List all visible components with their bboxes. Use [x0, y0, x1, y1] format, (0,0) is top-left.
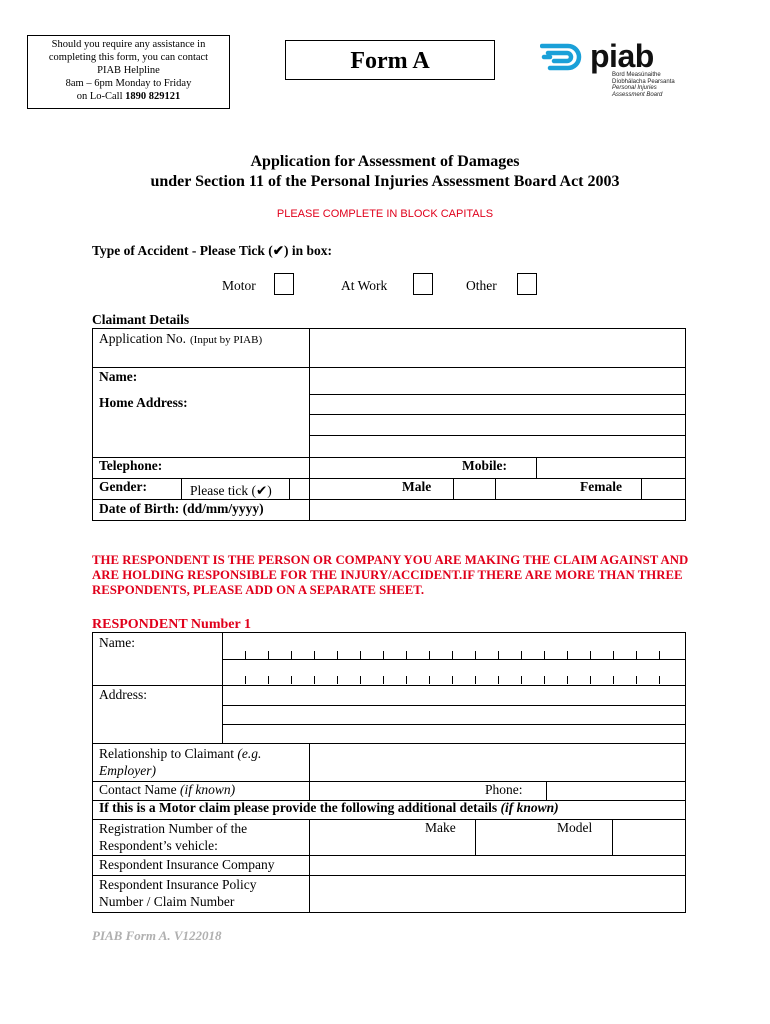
- form-label: Form A: [285, 40, 495, 80]
- relationship-field[interactable]: [310, 744, 684, 780]
- contact-name-label: [99, 782, 235, 798]
- piab-logo-icon: [540, 40, 588, 74]
- claimant-details-heading: Claimant Details: [92, 312, 190, 327]
- motor-details-heading: [99, 800, 559, 816]
- help-line-3: PIAB Helpline: [97, 65, 160, 76]
- model-label: Model: [557, 820, 593, 835]
- home-address-field[interactable]: [310, 394, 684, 454]
- make-label: Make: [425, 820, 456, 835]
- dob-label: Date of Birth: (dd/mm/yyyy): [99, 501, 264, 516]
- insurance-company-label: Respondent Insurance Company: [99, 857, 275, 872]
- accident-other-checkbox[interactable]: [517, 273, 537, 295]
- application-no-label: [99, 330, 262, 348]
- piab-logo-subtitle: [612, 72, 675, 98]
- accident-option-other-label: Other: [466, 278, 497, 293]
- locall-number: 1890 829121: [125, 91, 181, 102]
- accident-work-checkbox[interactable]: [413, 273, 433, 295]
- relationship-eg: (e.g.: [237, 746, 262, 761]
- mobile-label: Mobile:: [462, 458, 507, 473]
- logo-sub-3: Personal Injuries: [612, 85, 657, 91]
- mobile-field[interactable]: [537, 457, 684, 476]
- name-field[interactable]: [310, 368, 684, 392]
- help-line-5: [28, 90, 229, 103]
- policy-line-2: Number / Claim Number: [99, 894, 235, 909]
- logo-sub-4: Assessment Board: [612, 91, 663, 98]
- contact-name-note: (if known): [179, 782, 236, 797]
- registration-line-1: Registration Number of the: [99, 821, 248, 836]
- female-label: Female: [580, 479, 622, 494]
- locall-prefix: on Lo-Call: [76, 91, 123, 102]
- relationship-label: [99, 745, 261, 779]
- respondent-name-label: Name:: [99, 635, 135, 650]
- logo-sub-2: Díobhálacha Pearsanta: [612, 78, 675, 85]
- respondent-heading: RESPONDENT Number 1: [92, 617, 251, 632]
- application-no-text: Application No.: [99, 331, 186, 346]
- helpline-box: [27, 35, 230, 109]
- form-version-footer: PIAB Form A. V122018: [92, 928, 222, 943]
- gender-label: Gender:: [99, 479, 147, 494]
- block-capitals-note: PLEASE COMPLETE IN BLOCK CAPITALS: [276, 208, 494, 220]
- accident-motor-checkbox[interactable]: [274, 273, 294, 295]
- respondent-address-field[interactable]: [222, 686, 684, 742]
- home-address-label: Home Address:: [99, 395, 188, 410]
- respondent-address-label: Address:: [99, 687, 147, 702]
- piab-logo-word: piab: [590, 38, 654, 74]
- accident-type-heading: Type of Accident - Please Tick (✔) in box:: [92, 243, 333, 258]
- title-line-1: Application for Assessment of Damages: [250, 153, 520, 170]
- policy-field[interactable]: [310, 875, 684, 911]
- application-no-field[interactable]: [310, 330, 684, 366]
- registration-label: [99, 820, 247, 854]
- piab-logo: [540, 38, 700, 102]
- relationship-eg2: Employer): [99, 763, 156, 778]
- logo-sub-1: Bord Measúnaithe: [612, 72, 661, 78]
- dob-field[interactable]: [310, 500, 684, 519]
- motor-heading-text: If this is a Motor claim please provide the following additional details: [99, 800, 498, 815]
- phone-label: Phone:: [485, 782, 523, 797]
- respondent-warning: THE RESPONDENT IS THE PERSON OR COMPANY YOU ARE MAKING THE CLAIM AGAINST AND ARE HOLDING RESPONSIBLE FOR THE INJURY/ACCIDENT.IF THERE ARE MORE THAN THREE RESPONDENTS, PLEASE ADD ON A SEPARATE SHEET.: [92, 553, 689, 597]
- help-line-4: 8am – 6pm Monday to Friday: [65, 78, 192, 89]
- help-line-2: completing this form, you can contact: [48, 52, 209, 63]
- application-no-note: (Input by PIAB): [190, 334, 263, 346]
- name-label: Name:: [99, 369, 138, 384]
- insurance-company-field[interactable]: [310, 856, 684, 874]
- telephone-field[interactable]: [310, 457, 460, 476]
- relationship-text: Relationship to Claimant: [99, 746, 234, 761]
- model-field[interactable]: [613, 819, 684, 854]
- accident-option-motor-label: Motor: [222, 278, 256, 293]
- contact-name-field[interactable]: [310, 781, 480, 799]
- policy-label: [99, 876, 256, 910]
- help-line-1: Should you require any assistance in: [51, 39, 206, 50]
- policy-line-1: Respondent Insurance Policy: [99, 877, 257, 892]
- male-checkbox[interactable]: [456, 478, 494, 497]
- gender-please-tick: Please tick (✔): [190, 483, 272, 498]
- male-label: Male: [402, 479, 432, 494]
- contact-name-text: Contact Name: [99, 782, 177, 797]
- registration-line-2: Respondent’s vehicle:: [99, 838, 218, 853]
- motor-heading-note: (if known): [500, 800, 559, 815]
- female-checkbox[interactable]: [642, 478, 682, 497]
- telephone-label: Telephone:: [99, 458, 163, 473]
- accident-option-work-label: At Work: [341, 278, 388, 293]
- phone-field[interactable]: [547, 781, 684, 799]
- title-line-2: under Section 11 of the Personal Injuries Assessment Board Act 2003: [150, 173, 620, 190]
- respondent-name-field[interactable]: [222, 634, 684, 684]
